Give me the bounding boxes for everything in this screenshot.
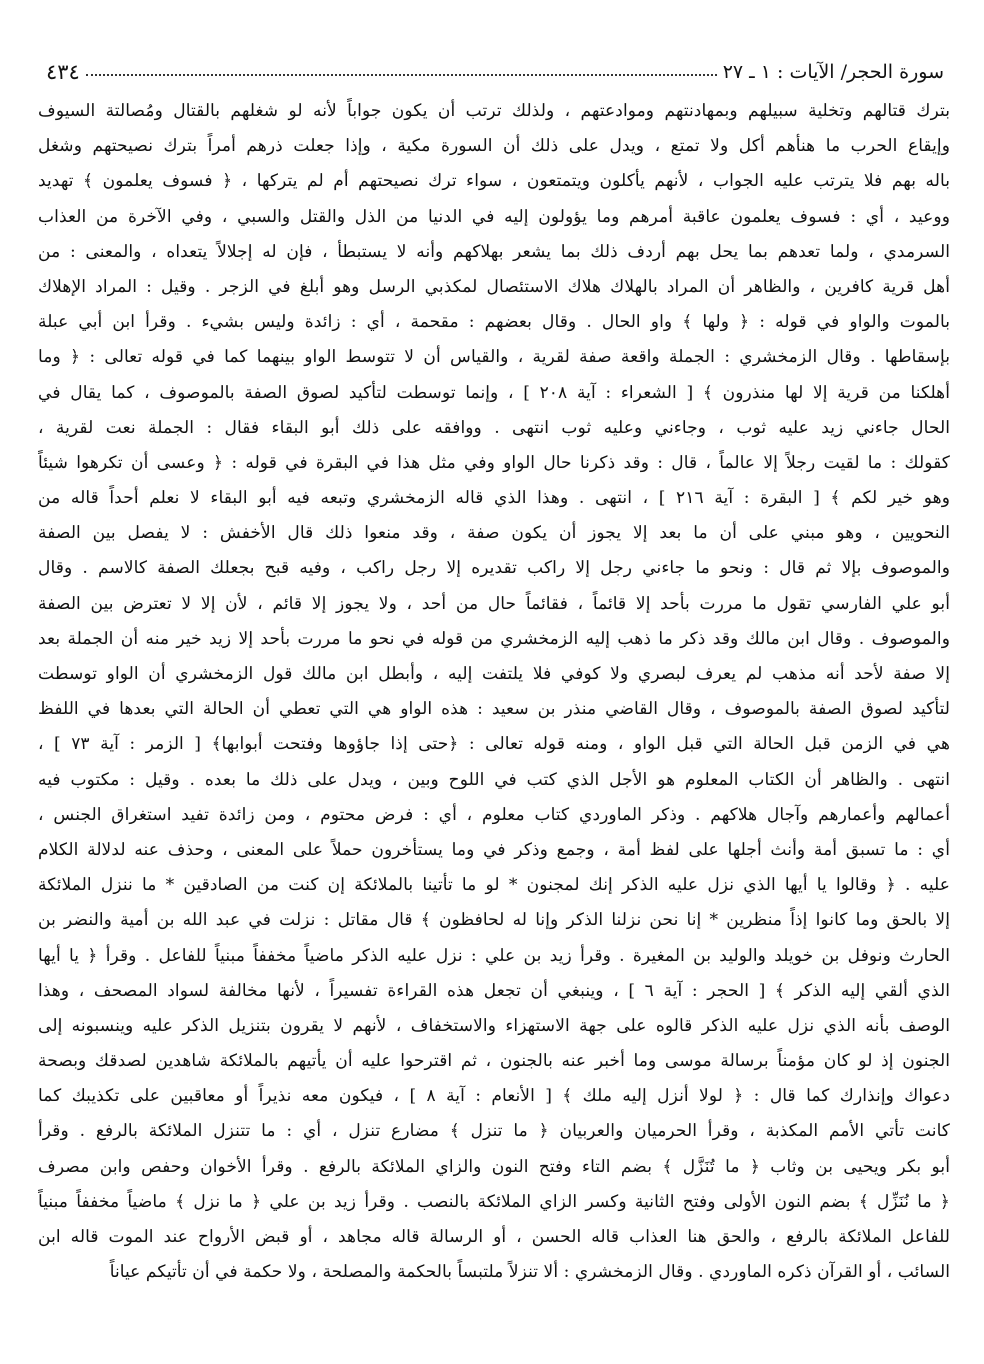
text-line: أهل قرية كافرين ، والظاهر أن المراد بالهلاك هلاك الاستئصال لمكذبي الرسل وهو أبلغ في الزجر . وقيل : المراد الإهلاك (38, 276, 950, 297)
page-body-text (38, 94, 950, 1290)
text-line: عليه . ﴿ وقالوا يا أيها الذي نزل عليه الذكر إنك لمجنون * لو ما تأتينا بالملائكة إن كنت من الصادقين * ما ننزل الملائكة (38, 875, 950, 896)
text-line: لتأكيد لصوق الصفة بالموصوف ، وقال القاضي منذر بن سعيد : هذه الواو هي التي تعطي أن الحالة التي بعدها في اللفظ (38, 699, 950, 720)
text-line: إلا بالحق وما كانوا إذاً منظرين * إنا نحن نزلنا الذكر وإنا له لحافظون ﴾ قال مقاتل : نزلت في عبد الله بن أمية والنضر بن (38, 910, 950, 931)
text-line: بإسقاطها . وقال الزمخشري : الجملة واقعة صفة لقرية ، والقياس أن لا تتوسط الواو بينهما كما في قوله تعالى : ﴿ وما (38, 347, 950, 368)
text-line: أعمالهم وأعمارهم وآجال هلاكهم . وذكر الماوردي كتاب معلوم ، أي : فرض محتوم ، ومن زائدة تفيد استغراق الجنس ، (38, 804, 950, 825)
text-line: كانت تأتي الأمم المكذبة ، وقرأ الحرميان والعربيان ﴿ ما تنزل ﴾ مضارع تنزل ، أي : ما تتنزل الملائكة بالرفع . وقرأ (38, 1121, 950, 1142)
text-line: السرمدي ، ولما تعدهم بما يحل بهم أردف ذلك بما يشعر بهلاكهم وأنه لا يستبطأ ، فإن له إجلالاً يتعداه ، والمعنى : من (38, 241, 950, 262)
text-line: بترك قتالهم وتخلية سبيلهم وبمهادنتهم وموادعتهم ، ولذلك ترتب أن يكون جواباً لأنه لو شغلهم بالقتال ومُصالتة السيوف (38, 101, 950, 121)
text-line: أي : ما تسبق أمة وأنث أجلها على لفظ أمة ، وجمع وذكر في وما يستأخرون حملاً على المعنى ، وحذف عنه لدلالة الكلام (38, 839, 950, 860)
text-line: النحويين ، وهو مبني على أن ما بعد إلا يجوز أن يكون صفة ، وقد منعوا ذلك قال الأخفش : لا يفصل بين الصفة (38, 523, 950, 544)
text-line: إلا صفة لأحد أنه مذهب لم يعرف لبصري ولا كوفي فلا يلتفت إليه ، وأبطل ابن مالك قول الزمخشري أن الواو توسطت (38, 664, 950, 684)
text-line: بالموت والواو في قوله : ﴿ ولها ﴾ واو الحال . وقال بعضهم : مقحمة ، أي : زائدة وليس بشيء . وقرأ ابن أبي عبلة (38, 312, 950, 333)
text-line: ﴿ ما نُنَزِّل ﴾ بضم النون الأولى وفتح الثانية وكسر الزاي الملائكة بالنصب . وقرأ زيد بن علي ﴿ ما نزل ﴾ ماضياً مخففاً مبنياً (38, 1191, 950, 1212)
text-line: أهلكنا من قرية إلا لها منذرون ﴾ [ الشعراء : آية ٢٠٨ ] ، وإنما توسطت لتأكيد لصوق الصفة بالموصوف ، كما يقال في (38, 382, 950, 403)
text-line: كقولك : ما لقيت رجلاً إلا عالماً ، قال : وقد ذكرنا حال الواو وفي مثل هذا في البقرة في قوله : ﴿ وعسى أن تكرهوا شيئاً (38, 452, 950, 473)
text-line: السائب ، أو القرآن ذكره الماوردي . وقال الزمخشري : ألا تنزلاً ملتبساً بالحكمة والمصلحة ، ولا حكمة في أن تأتيكم عياناً (109, 1262, 950, 1283)
text-line: ووعيد ، أي : فسوف يعلمون عاقبة أمرهم وما يؤولون إليه في الدنيا من الذل والقتل والسبي ، وفي الآخرة من العذاب (38, 206, 950, 227)
running-title: سورة الحجر/ الآيات : ١ ـ ٢٧ (722, 61, 944, 83)
text-line: هي في الزمن قبل الحالة التي قبل الواو ، ومنه قوله تعالى : ﴿حتى إذا جاؤوها وفتحت أبوابها﴾ [ الزمر : آية ٧٣ ] ، (38, 734, 950, 755)
page-number: ٤٣٤ (46, 60, 80, 84)
text-line: باله بهم فلا يترتب عليه الجواب ، لأنهم يأكلون ويتمتعون ، سواء ترك نصيحتهم أم لم يتركها ، ﴿ فسوف يعلمون ﴾ تهديد (38, 171, 950, 192)
text-line: أبو علي الفارسي تقول ما مررت بأحد إلا قائماً ، فقائماً حال من أحد ، ولا يجوز إلا قائم ، لأن إلا لا تعترض بين الصفة (38, 593, 950, 614)
header-dotted-leader (86, 74, 717, 76)
page-header (38, 52, 950, 92)
text-line: وهو خير لكم ﴾ [ البقرة : آية ٢١٦ ] ، انتهى . وهذا الذي قاله الزمخشري وتبعه فيه أبو البقاء لا نعلم أحداً قاله من (38, 488, 950, 509)
text-line: والموصوف بإلا ثم قال : ونحو ما جاءني رجل إلا راكب تقديره إلا رجل راكب ، وفيه قبح بجعلك الصفة كالاسم . وقال (38, 558, 950, 579)
text-line: انتهى . والظاهر أن الكتاب المعلوم هو الأجل الذي كتب في اللوح وبين ، ويدل على ذلك ما بعده . وقيل : مكتوب فيه (38, 769, 950, 790)
text-line: للفاعل الملائكة بالرفع ، والحق هنا العذاب قاله الحسن ، أو الرسالة قاله مجاهد ، أو قبض الأرواح عند الموت قاله ابن (38, 1227, 950, 1247)
text-line: الحال جاءني زيد عليه ثوب ، وجاءني وعليه ثوب انتهى . ووافقه على ذلك أبو البقاء فقال : الجملة نعت لقرية ، (38, 417, 950, 438)
text-line: الحارث ونوفل بن خويلد والوليد بن المغيرة . وقرأ زيد بن علي : نزل عليه الذكر ماضياً مخففاً مبنياً للفاعل . وقرأ ﴿ يا أيها (38, 945, 950, 966)
text-line: الجنون إذ لو كان مؤمناً برسالة موسى وما أخبر عنه بالجنون ، ثم اقترحوا عليه أن يأتيهم بالملائكة شاهدين لصدقك وبصحة (38, 1051, 950, 1072)
text-line: أبو بكر ويحيى بن وثاب ﴿ ما تُنَزَّل ﴾ بضم التاء وفتح النون والزاي الملائكة بالرفع . وقرأ الأخوان وحفص وابن مصرف (38, 1156, 950, 1177)
text-line: الوصف بأنه الذي نزل عليه الذكر قالوه على جهة الاستهزاء والاستخفاف ، لأنهم لا يقرون بتنزيل الذكر عليه وينسبونه إلى (38, 1015, 950, 1036)
text-line: والموصوف . وقال ابن مالك وقد ذكر ما ذهب إليه الزمخشري من قوله في نحو ما مررت بأحد إلا زيد خير منه أن الجملة بعد (38, 628, 950, 649)
text-line: الذي ألقي إليه الذكر ﴾ [ الحجر : آية ٦ ] ، وينبغي أن تجعل هذه القراءة تفسيراً ، لأنها مخالفة لسواد المصحف ، وهذا (38, 980, 950, 1001)
text-line: دعواك وإنذارك كما قال : ﴿ لولا أنزل إليه ملك ﴾ [ الأنعام : آية ٨ ] ، فيكون معه نذيراً أو معاقبين على تكذيبك كما (38, 1086, 950, 1107)
book-page (38, 52, 950, 1342)
text-line: وإيقاع الحرب ما هنأهم أكل ولا تمتع ، ويدل على ذلك أن السورة مكية ، وإذا جعلت ذرهم أمراً بترك نصيحتهم وشغل (38, 136, 950, 157)
